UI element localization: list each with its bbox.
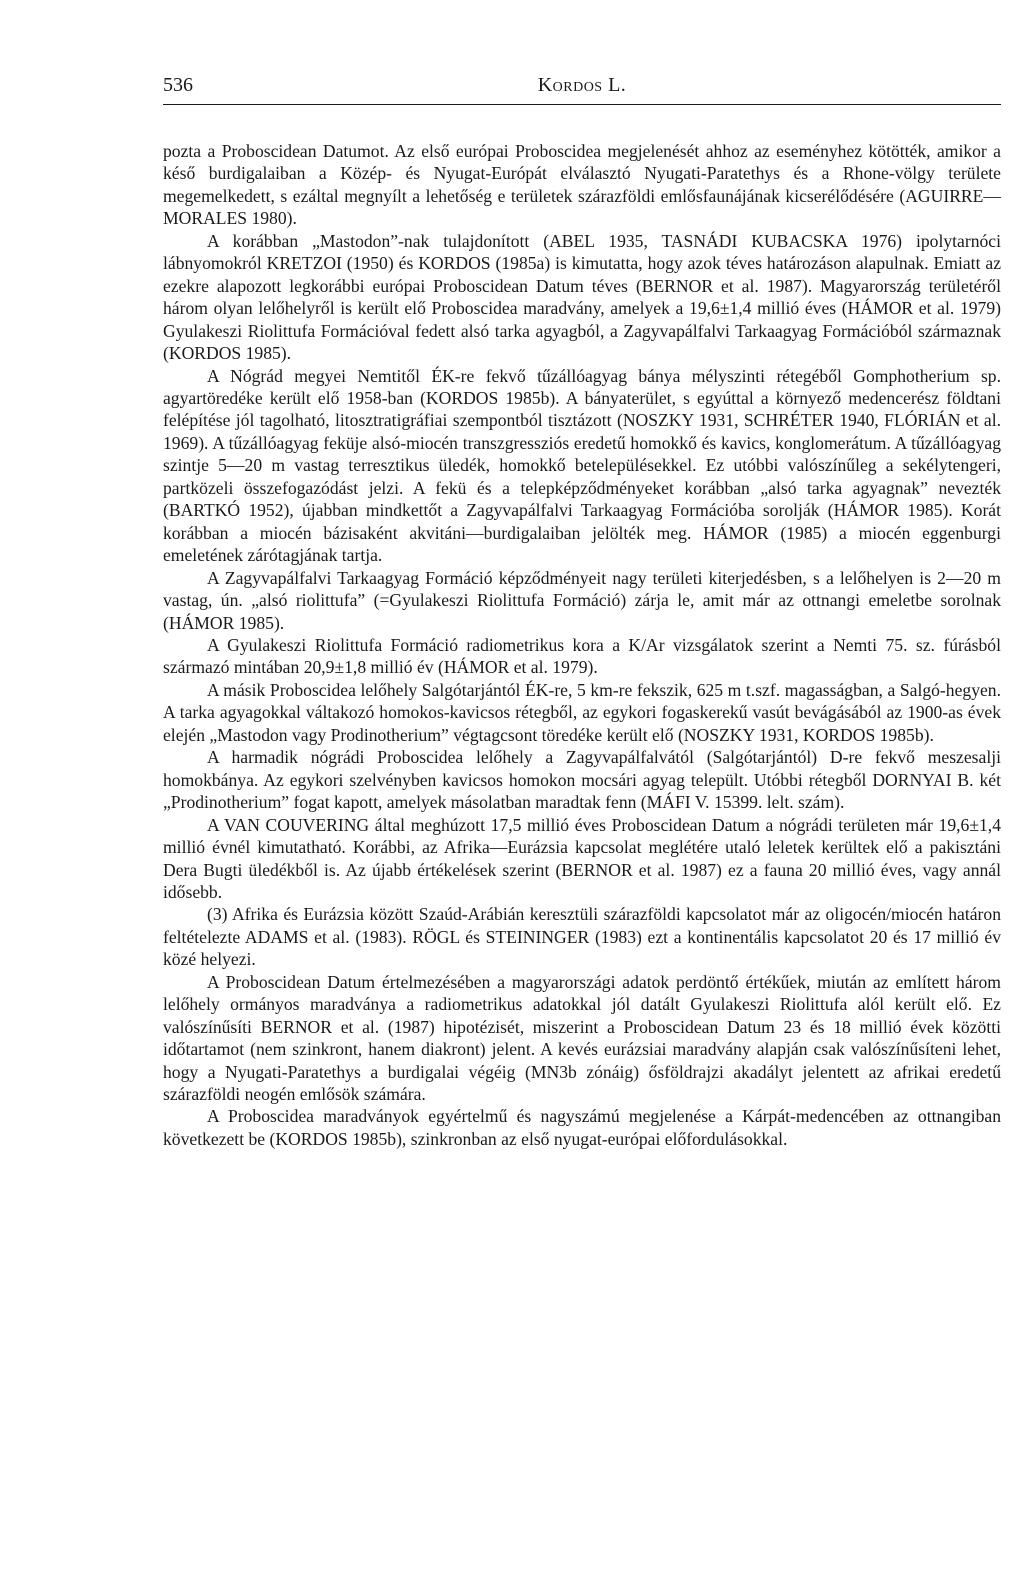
paragraph-4: A Zagyvapálfalvi Tarkaagyag Formáció képződményeit nagy területi kiterjedésben, s a lelőhelyen is 2—20 m vastag, ún. „alsó riolittufa” (=Gyulakeszi Riolittufa Formáció) zárja le, amit már az ottnangi emeletbe sorolnak (HÁMOR 1985).	[163, 567, 1001, 633]
paragraph-7: A harmadik nógrádi Proboscidea lelőhely a Zagyvapálfalvától (Salgótarjántól) D-re fekvő meszesalji homokbánya. Az egykori szelvényben kavicsos homokon mocsári agyag települt. Utóbbi rétegből DORNYAI B. két „Prodinotherium” fogat kapott, amelyek másolatban maradtak fenn (MÁFI V. 15399. lelt. szám).	[163, 747, 1001, 813]
paragraph-1: pozta a Proboscidean Datumot. Az első európai Proboscidea megjelenését ahhoz az eseményhez kötötték, amikor a késő burdigalaiban a Közép- és Nyugat-Európát elválasztó Nyugati-Paratethys és a Rhone-völgy területe megemelkedett, s ezáltal megnyílt a lehetőség e területek szárazföldi emlősfaunájának kicserélődésére (AGUIRRE—MORALES 1980).	[163, 141, 1001, 229]
paragraph-8: A VAN COUVERING által meghúzott 17,5 millió éves Proboscidean Datum a nógrádi területen már 19,6±1,4 millió évnél kimutatható. Korábbi, az Afrika—Eurázsia kapcsolat meglétére utaló leletek kerültek elő a pakisztáni Dera Bugti üledékből is. Az újabb értékelések szerint (BERNOR et al. 1987) ez a fauna 20 millió éves, vagy annál idősebb.	[163, 814, 1001, 902]
paragraph-11: A Proboscidea maradványok egyértelmű és nagyszámú megjelenése a Kárpát-medencében az ottnangiban következett be (KORDOS 1985b), szinkronban az első nyugat-európai előfordulásokkal.	[163, 1106, 1001, 1149]
header-rule	[163, 104, 1001, 105]
paragraph-2: A korábban „Mastodon”-nak tulajdonított (ABEL 1935, TASNÁDI KUBACSKA 1976) ipolytarnóci lábnyomokról KRETZOI (1950) és KORDOS (1985a) is kimutatta, hogy azok téves határozáson alapulnak. Emiatt az ezekre alapozott legkorábbi európai Proboscidean Datum téves (BERNOR et al. 1987). Magyarország területéről három olyan lelőhelyről is került elő Proboscidea maradvány, amelyek a 19,6±1,4 millió éves (HÁMOR et al. 1979) Gyulakeszi Riolittufa Formációval fedett alsó tarka agyagból, a Zagyvapálfalvi Tarkaagyag Formációból származnak (KORDOS 1985).	[163, 230, 1001, 364]
paragraph-10: A Proboscidean Datum értelmezésében a magyarországi adatok perdöntő értékűek, miután az említett három lelőhely ormányos maradványa a radiometrikus adatokkal jól datált Gyulakeszi Riolittufa alól került elő. Ez valószínűsíti BERNOR et al. (1987) hipotézisét, miszerint a Proboscidean Datum 23 és 18 millió évek közötti időtartamot (nem szinkront, hanem diakront) jelent. A kevés eurázsiai maradvány alapján csak valószínűsíteni lehet, hogy a Nyugati-Paratethys a burdigalai végéig (MN3b zónáig) ősföldrajzi akadályt jelentett az afrikai eredetű szárazföldi neogén emlősök számára.	[163, 971, 1001, 1105]
article-body	[163, 140, 1001, 1150]
paragraph-3: A Nógrád megyei Nemtitől ÉK-re fekvő tűzállóagyag bánya mélyszinti rétegéből Gomphotherium sp. agyartöredéke került elő 1958-ban (KORDOS 1985b). A bányaterület, s egyúttal a környező medencerész földtani felépítése jól tagolható, litosztratigráfiai szempontból tisztázott (NOSZKY 1931, SCHRÉTER 1940, FLÓRIÁN et al. 1969). A tűzállóagyag feküje alsó-miocén transzgressziós eredetű homokkő és kavics, konglomerátum. A tűzállóagyag szintje 5—20 m vastag terresztikus üledék, homokkő betelepülésekkel. Ez utóbbi valószínűleg a sekélytengeri, partközeli összefogazódást jelzi. A fekü és a telepképződményeket korábban „alsó tarka agyagnak” nevezték (BARTKÓ 1952), újabban mindkettőt a Zagyvapálfalvi Tarkaagyag Formációba sorolják (HÁMOR 1985). Korát korábban a miocén bázisaként akvitáni—burdigalaiban jelölték meg. HÁMOR (1985) a miocén eggenburgi emeletének zárótagjának tartja.	[163, 365, 1001, 566]
paragraph-5: A Gyulakeszi Riolittufa Formáció radiometrikus kora a K/Ar vizsgálatok szerint a Nemti 75. sz. fúrásból származó mintában 20,9±1,8 millió év (HÁMOR et al. 1979).	[163, 634, 1001, 678]
paragraph-9: (3) Afrika és Eurázsia között Szaúd-Arábián keresztüli szárazföldi kapcsolatot már az oligocén/miocén határon feltételezte ADAMS et al. (1983). RÖGL és STEININGER (1983) ezt a kontinentális kapcsolatot 20 és 17 millió év közé helyezi.	[163, 904, 1001, 970]
page-header	[163, 74, 1001, 104]
page-number: 536	[163, 74, 193, 96]
paragraph-6: A másik Proboscidea lelőhely Salgótarjántól ÉK-re, 5 km-re fekszik, 625 m t.szf. magasságban, a Salgó-hegyen. A tarka agyagokkal váltakozó homokos-kavicsos rétegből, az egykori fogaskerekű vasút bevágásából az 1900-as évek elején „Mastodon vagy Prodinotherium” végtagcsont töredéke került elő (NOSZKY 1931, KORDOS 1985b).	[163, 679, 1001, 745]
running-head: Kordos L.	[537, 74, 627, 96]
